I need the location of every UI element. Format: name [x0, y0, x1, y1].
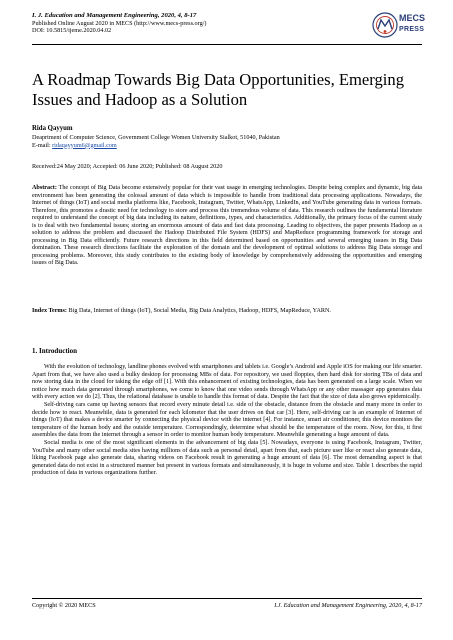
email-link[interactable]: ridaqayyum6@gmail.com	[52, 141, 117, 149]
index-terms-label: Index Terms:	[32, 308, 67, 314]
doi: DOI: 10.5815/ijeme.2020.04.02	[32, 27, 112, 35]
journal-citation: I. J. Education and Management Engineering, 2020, 4, 8-17	[32, 12, 197, 19]
footer-rule	[32, 598, 422, 599]
logo-name: MECS	[399, 13, 426, 23]
abstract	[32, 185, 422, 268]
paragraph: With the evolution of technology, landline phones evolved with smartphones and tablets i.e. Google’s Android and Apple iOS for making our life smarter. Apart from that, we have also used a bulky desktop for processing MBs of data. For repository, we used floppies, then hard disk for storing TBs of data and now storing data in the cloud for taking the edge off [1]. With this enhancement of existing technologies, data has been generated on a large scale. When we notice how much data generated through smartphones, we come to know that one video sends through WhatsApp or any other massager app generates data with every action we do [2]. Thus, the relational database is unable to handle this format of data. Despite the fact that the size of data also grows epidemically.	[32, 364, 422, 401]
logo-subtitle: PRESS	[399, 26, 425, 33]
affiliation: Deaprtment of Computer Science, Government College Women University Sialkot, 51040, Pakistan	[32, 134, 280, 141]
logo-text	[399, 13, 425, 35]
footer-copyright: Copyright © 2020 MECS	[32, 602, 96, 609]
paper-title: A Roadmap Towards Big Data Opportunities, Emerging Issues and Hadoop as a Solution	[32, 70, 404, 109]
abstract-label: Abstract:	[32, 185, 57, 191]
abstract-text: The concept of Big Data become extensively popular for their vast usage in emerging technologies. Despite being complex and dynamic, big data environment has been generating the colossal amount of data which is impossible to handle from traditional data processing applications. Nowadays, the Internet of things (IoT) and social media platforms like, Facebook, Instagram, Twitter, WhatsApp, LinkedIn, and YouTube generating data in various formats. Therefore, this promotes a drastic need for technology to store and process this tremendous volume of data. This research outlines the fundamental literature required to understand the concept of big data including its nature, definitions, types, and characteristics. Additionally, the primary focus of the current study is to deal with two fundamental issues; storing an enormous amount of data and fast data processing. Leading to objectives, the paper presents Hadoop as a solution to address the problem and discussed the Hadoop Distributed File System (HDFS) and MapReduce programming framework for storage and processing in Big Data efficiently. Future research directions in this field determined based on opportunities and several emerging issues in Big Data domination. These research directions facilitate the exploration of the domain and the development of optimal solutions to address Big Data storage and processing problems. Moreover, this study contributes to the existing body of knowledge by comprehensively addressing the opportunities and emerging issues of Big Data.	[32, 185, 422, 267]
author-name: Rida Qayyum	[32, 125, 73, 132]
index-terms-text: Big Data, Internet of things (IoT), Social Media, Big Data Analytics, Hadoop, HDFS, MapReduce, YARN.	[68, 308, 331, 314]
paragraph: Social media is one of the most significant elements in the advancement of big data [5]. Nowadays, everyone is using Facebook, Instagram, Twitter, YouTube and many other social media sites having millions of data such as personal detail, apart from that, each picture user like or react also generate data, liking Facebook page also generate data, sharing videos on Facebook result in generating a huge amount of data [6]. The most demanding aspect is that generated data do not exist in a structured manner but present in various formats and simultaneously, it is huge in volume and size. Table 1 describes the rapid production of data in various organizations further.	[32, 439, 422, 477]
journal-header	[32, 12, 332, 35]
header-rule	[32, 44, 422, 45]
email-label: E-mail:	[32, 141, 53, 149]
index-terms	[32, 308, 422, 316]
introduction-body	[32, 364, 422, 478]
section-heading: 1. Introduction	[32, 347, 77, 355]
author-affiliation-block	[32, 134, 427, 149]
footer-journal: I.J. Education and Management Engineering, 2020, 4, 8-17	[274, 602, 422, 609]
publication-dates: Received:24 May 2020; Accepted: 06 June 2020; Published: 08 August 2020	[32, 163, 223, 170]
publication-info: Published Online August 2020 in MECS (http://www.mecs-press.org/)	[32, 20, 207, 27]
paragraph: Self-driving cars came up having sensors that record every minute detail i.e. side of the obstacle, distance from the obstacle and many more in order to decide how to react. Meanwhile, data is generated for each kilometer that the user drives on that car [3]. Here, self-driving car is an example of Internet of things (IoT) that makes a device smarter by connecting the physical device with the internet [4]. For instance, smart air conditioner, this device monitors the temperature of the human body and the outside temperature. Correspondingly, determine what should be the temperature of the room. Now, for this, it first assembles the data from the internet through a sensor in order to monitor human body temperature. Meanwhile generating a huge amount of data.	[32, 401, 422, 439]
email-line	[32, 142, 427, 150]
mecs-emblem-icon	[372, 12, 398, 38]
mecs-press-logo	[372, 12, 426, 38]
